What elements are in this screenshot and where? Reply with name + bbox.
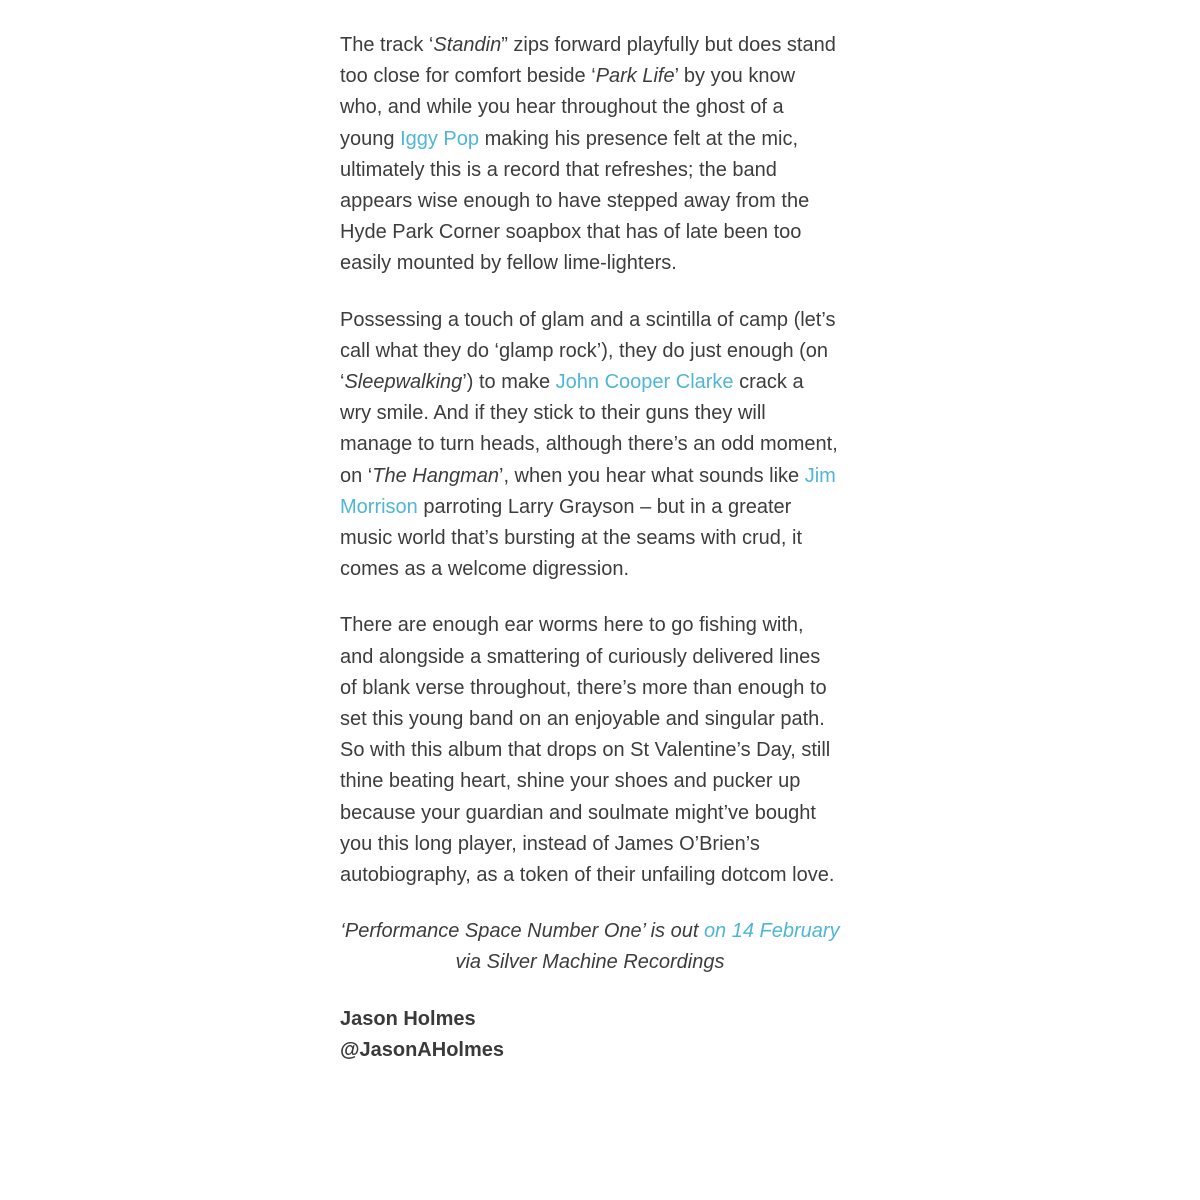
text-run: The track xyxy=(340,34,429,56)
article-body xyxy=(340,30,840,1066)
author-handle[interactable]: @JasonAHolmes xyxy=(340,1039,504,1062)
inline-link[interactable]: Iggy Pop xyxy=(400,127,480,150)
paragraph-1 xyxy=(340,30,840,280)
text-run: making his presence felt at the mic, ultimately this is a record that refreshes; the band appears wise enough to have stepped away from the Hyde Park Corner soapbox that has of late been too easily mounted by fellow lime-lighters. xyxy=(340,127,810,275)
release-note-before: ‘Performance Space Number One’ is out xyxy=(340,920,704,943)
release-note xyxy=(340,916,840,978)
paragraph-3 xyxy=(340,610,840,891)
release-date-link[interactable]: on 14 February xyxy=(703,920,840,943)
author-block xyxy=(340,1004,840,1066)
text-run: parroting Larry Grayson – but in a greater music world that’s bursting at the seams with crud, it comes as a welcome digression. xyxy=(340,495,803,581)
italic-title: The Hangman xyxy=(372,464,499,487)
text-run: Possessing a touch of glam and a scintilla of camp (let’s call what they do ‘glamp rock’), they do just enough (on ‘ xyxy=(340,308,836,394)
text-run: There are enough ear worms here to go fishing with, and alongside a smattering of curiously delivered lines of blank verse throughout, there’s more than enough to set this young band on an enjoyable and singular path. So with this album that drops on St Valentine’s Day, still thine beating heart, shine your shoes and pucker up because your guardian and soulmate might’ve bought you this long player, instead of James O’Brien’s autobiography, as a token of their unfailing dotcom love. xyxy=(340,614,835,887)
text-run: ’ by you know who, and while you hear throughout the ghost of a young xyxy=(340,65,796,150)
release-note-after: via Silver Machine Recordings xyxy=(455,951,725,974)
italic-title: Park Life xyxy=(595,65,675,88)
text-run: crack a wry smile. And if they stick to their guns they will manage to turn heads, although there’s an odd moment, on ‘ xyxy=(340,371,838,487)
italic-title: Standin xyxy=(433,34,502,56)
text-run: ’) to make xyxy=(462,371,556,394)
author-name: Jason Holmes xyxy=(340,1008,476,1031)
text-run: ‘ xyxy=(428,34,434,56)
text-run: ” zips forward playfully but does stand too close for comfort beside xyxy=(340,34,836,88)
inline-link[interactable]: Jim Morrison xyxy=(340,464,836,518)
inline-link[interactable]: John Cooper Clarke xyxy=(555,371,734,394)
paragraph-2 xyxy=(340,305,840,586)
text-run: ’, when you hear what sounds like xyxy=(499,464,805,487)
text-run: ‘ xyxy=(591,65,596,88)
italic-title: Sleepwalking xyxy=(344,371,463,394)
